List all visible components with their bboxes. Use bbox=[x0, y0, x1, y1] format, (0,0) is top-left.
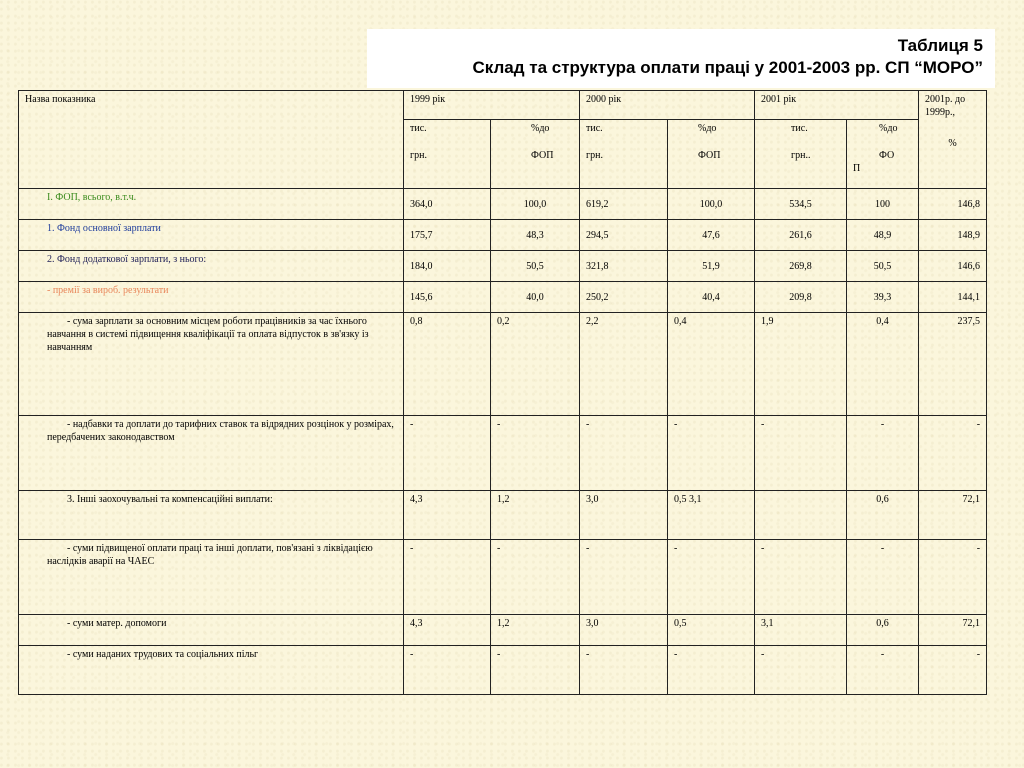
row-value: - bbox=[847, 646, 919, 695]
row-value: 1,9 bbox=[755, 313, 847, 416]
row-label: - премії за вироб. результати bbox=[19, 282, 404, 313]
row-value: 0,4 bbox=[668, 313, 755, 416]
header-unit-line1: %до bbox=[698, 123, 717, 134]
header-year-1999: 1999 рік bbox=[404, 91, 580, 120]
table-row bbox=[19, 313, 987, 416]
row-value: - bbox=[847, 540, 919, 615]
header-unit-line2: ФО bbox=[879, 150, 895, 161]
header-unit bbox=[847, 120, 919, 189]
row-value: 144,1 bbox=[919, 282, 987, 313]
header-unit-line2: грн. bbox=[410, 150, 427, 161]
row-value: - bbox=[755, 540, 847, 615]
row-value: 39,3 bbox=[847, 282, 919, 313]
row-value: 100,0 bbox=[491, 189, 580, 220]
row-value: - bbox=[668, 540, 755, 615]
row-value: - bbox=[491, 646, 580, 695]
header-unit-line1: %до bbox=[879, 123, 898, 134]
header-unit-line2: грн.. bbox=[791, 150, 811, 161]
header-name-col: Назва показника bbox=[19, 91, 404, 189]
row-value: - bbox=[919, 646, 987, 695]
row-label: - суми підвищеної оплати праці та інші доплати, пов'язані з ліквідацією наслідків аварії на ЧАЕС bbox=[19, 540, 404, 615]
row-value: - bbox=[491, 540, 580, 615]
row-value: 3,0 bbox=[580, 615, 668, 646]
row-value: 146,8 bbox=[919, 189, 987, 220]
row-value: - bbox=[580, 540, 668, 615]
row-value: 364,0 bbox=[404, 189, 491, 220]
row-value: 50,5 bbox=[491, 251, 580, 282]
header-unit-line3: П bbox=[853, 163, 861, 174]
row-value: 4,3 bbox=[404, 615, 491, 646]
row-value: 3,1 bbox=[755, 615, 847, 646]
header-unit bbox=[580, 120, 668, 189]
row-value: 50,5 bbox=[847, 251, 919, 282]
row-value: 237,5 bbox=[919, 313, 987, 416]
row-value: 51,9 bbox=[668, 251, 755, 282]
row-value: 40,0 bbox=[491, 282, 580, 313]
row-value: 48,9 bbox=[847, 220, 919, 251]
row-value: 100 bbox=[847, 189, 919, 220]
row-label: - сума зарплати за основним місцем роботи працівників за час їхнього навчання в системі підвищення кваліфікації та оплата відпусток в зв'язку із навчанням bbox=[19, 313, 404, 416]
row-label: 1. Фонд основної зарплати bbox=[19, 220, 404, 251]
row-value: 2,2 bbox=[580, 313, 668, 416]
row-value: - bbox=[491, 416, 580, 491]
header-unit-line2: грн. bbox=[586, 150, 603, 161]
header-row-years bbox=[19, 91, 987, 120]
header-unit-line1: тис. bbox=[586, 123, 603, 134]
row-value: 4,3 bbox=[404, 491, 491, 540]
row-value: 48,3 bbox=[491, 220, 580, 251]
row-label: - надбавки та доплати до тарифних ставок та відрядних розцінок у розмірах, передбачених законодавством bbox=[19, 416, 404, 491]
header-unit bbox=[668, 120, 755, 189]
header-unit-line2: ФОП bbox=[698, 150, 721, 161]
row-value: 72,1 bbox=[919, 615, 987, 646]
row-value: 148,9 bbox=[919, 220, 987, 251]
header-ratio-label: 2001р. до 1999р., bbox=[925, 94, 966, 118]
row-value: 534,5 bbox=[755, 189, 847, 220]
row-value: - bbox=[919, 540, 987, 615]
row-value: - bbox=[668, 416, 755, 491]
table-row bbox=[19, 491, 987, 540]
row-label: 2. Фонд додаткової зарплати, з нього: bbox=[19, 251, 404, 282]
row-value: - bbox=[755, 646, 847, 695]
row-value: 145,6 bbox=[404, 282, 491, 313]
row-label: I. ФОП, всього, в.т.ч. bbox=[19, 189, 404, 220]
header-unit bbox=[404, 120, 491, 189]
row-value: 0,5 bbox=[668, 615, 755, 646]
row-value: 175,7 bbox=[404, 220, 491, 251]
header-unit-line1: тис. bbox=[791, 123, 808, 134]
row-value: - bbox=[847, 416, 919, 491]
row-value: 0,2 bbox=[491, 313, 580, 416]
row-value: 72,1 bbox=[919, 491, 987, 540]
table-row bbox=[19, 540, 987, 615]
table-row bbox=[19, 189, 987, 220]
row-value: 0,5 3,1 bbox=[668, 491, 755, 540]
row-value: 250,2 bbox=[580, 282, 668, 313]
row-value: - bbox=[404, 540, 491, 615]
row-value: 261,6 bbox=[755, 220, 847, 251]
row-value: 209,8 bbox=[755, 282, 847, 313]
table-row bbox=[19, 251, 987, 282]
header-unit bbox=[491, 120, 580, 189]
row-value: - bbox=[580, 646, 668, 695]
row-value: 40,4 bbox=[668, 282, 755, 313]
table-caption: Склад та структура оплати праці у 2001-2003 рр. СП “МОРО” bbox=[472, 58, 983, 77]
row-value: 0,6 bbox=[847, 491, 919, 540]
header-unit-line2: ФОП bbox=[531, 150, 554, 161]
table-row bbox=[19, 220, 987, 251]
row-value: 269,8 bbox=[755, 251, 847, 282]
header-unit bbox=[755, 120, 847, 189]
row-value: 1,2 bbox=[491, 615, 580, 646]
row-value: 1,2 bbox=[491, 491, 580, 540]
row-value: 146,6 bbox=[919, 251, 987, 282]
table-row bbox=[19, 646, 987, 695]
row-value: 47,6 bbox=[668, 220, 755, 251]
header-unit-line1: %до bbox=[531, 123, 550, 134]
row-value: - bbox=[404, 646, 491, 695]
row-value: - bbox=[668, 646, 755, 695]
table-row bbox=[19, 416, 987, 491]
header-ratio bbox=[919, 91, 987, 189]
row-value: - bbox=[919, 416, 987, 491]
row-value: 3,0 bbox=[580, 491, 668, 540]
header-year-2000: 2000 рік bbox=[580, 91, 755, 120]
row-value: 100,0 bbox=[668, 189, 755, 220]
table-row bbox=[19, 615, 987, 646]
wage-structure-table bbox=[18, 90, 987, 695]
row-value: 321,8 bbox=[580, 251, 668, 282]
row-label: - суми матер. допомоги bbox=[19, 615, 404, 646]
row-value: - bbox=[404, 416, 491, 491]
table-title bbox=[367, 29, 995, 88]
header-ratio-unit: % bbox=[948, 138, 957, 149]
table-row bbox=[19, 282, 987, 313]
row-value: - bbox=[755, 416, 847, 491]
table-number: Таблиця 5 bbox=[897, 36, 983, 55]
row-label: 3. Інші заохочувальні та компенсаційні виплати: bbox=[19, 491, 404, 540]
header-year-2001: 2001 рік bbox=[755, 91, 919, 120]
row-value: 294,5 bbox=[580, 220, 668, 251]
row-value: 0,4 bbox=[847, 313, 919, 416]
row-value bbox=[755, 491, 847, 540]
row-value: 0,8 bbox=[404, 313, 491, 416]
row-value: - bbox=[580, 416, 668, 491]
row-value: 184,0 bbox=[404, 251, 491, 282]
row-value: 619,2 bbox=[580, 189, 668, 220]
row-label: - суми наданих трудових та соціальних пільг bbox=[19, 646, 404, 695]
header-unit-line1: тис. bbox=[410, 123, 427, 134]
row-value: 0,6 bbox=[847, 615, 919, 646]
